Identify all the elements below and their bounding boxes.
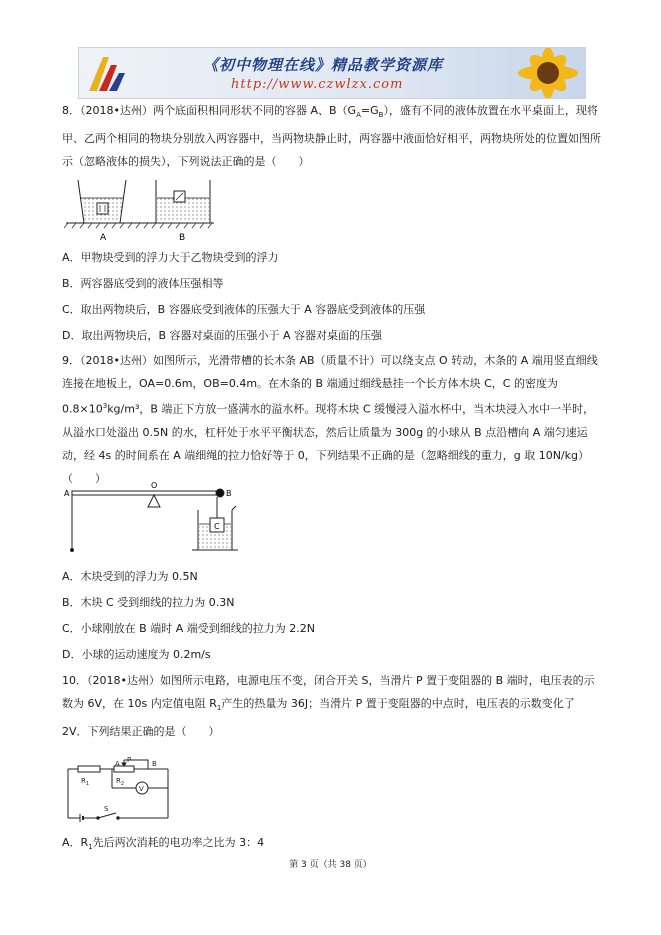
circuit-label-r1: R — [81, 777, 86, 785]
circuit-label-r2: R — [116, 777, 121, 785]
figure-9-label-b: B — [226, 489, 232, 498]
banner-title: 《初中物理在线》精品教学资源库 — [203, 56, 444, 74]
circuit-label-r2-sub: 2 — [120, 781, 125, 787]
svg-text:R1 — [81, 777, 89, 787]
q9-option-a: A．木块受到的浮力为 0.5N — [62, 570, 198, 583]
q9-option-b: B．木块 C 受到细线的拉力为 0.3N — [62, 596, 235, 609]
figure-8-label-a: A — [100, 233, 107, 243]
circuit-label-v: V — [139, 785, 144, 793]
question-8-stem: 8．（2018•达州）两个底面积相同形状不同的容器 A、$B(G_A=G_B)$，盛有不同的液体放置在水平桌面上，现将甲、乙两个相同的物块分别放入两容器中，当两物块静止时，两容器中液面恰好相平，两物块所处的位置如图所示（忽略液体的损失），下列说法正确的是（ ） — [62, 104, 601, 169]
svg-text:R2 — [116, 777, 124, 787]
page-footer: 第 3 页（共 38 页） — [289, 860, 372, 870]
sunflower-icon — [513, 47, 583, 99]
figure-9-label-c: C — [214, 522, 220, 531]
figure-9-label-a: A — [64, 489, 70, 498]
q8-option-a: A．甲物块受到的浮力大于乙物块受到的浮力 — [62, 251, 279, 264]
circuit-label-s: S — [104, 805, 109, 813]
q8-option-d: D．取出两物块后，B 容器对桌面的压强小于 A 容器对桌面的压强 — [62, 329, 383, 342]
circuit-label-r1-sub: 1 — [85, 781, 90, 787]
header-banner — [78, 47, 586, 99]
question-9-figure — [62, 482, 242, 554]
circuit-label-b: B — [152, 760, 157, 768]
question-10-circuit — [64, 756, 176, 828]
q8-option-b: B．两容器底受到的液体压强相等 — [62, 277, 224, 290]
question-8-figure — [64, 178, 234, 246]
logo-icon — [83, 51, 131, 95]
circuit-label-p: P — [127, 756, 132, 764]
circuit-label-a: A — [115, 760, 120, 768]
q9-option-c: C．小球刚放在 B 端时 A 端受到细线的拉力为 2.2N — [62, 622, 315, 635]
question-9-stem: 9．（2018•达州）如图所示，光滑带槽的长木条 AB（质量不计）可以绕支点 O 转动，木条的 A 端用竖直细线连接在地板上，OA=0.6m，OB=0.4m。在木条的 B 端通过细线悬挂一个长方体木块 C，C 的密度为 $0.8\times 10^3kg/m^3$，B 端正下方放一盛满水的溢水杯。现将木块 C 缓慢浸入溢水杯中，当木块浸入水中一半时，从溢水口处溢出 0.5N 的水，杠杆处于水平平衡状态，然后让质量为 300g 的小球从 B 点沿槽向 A 端匀速运动，经 4s 的时间系在 A 端细绳的拉力恰好等于 0，下列结果不正确的是（忽略细线的重力，g 取 10N/kg）（ ） — [62, 354, 598, 485]
question-10-stem: 10．（2018•达州）如图所示电路，电源电压不变，闭合开关 S，当滑片 P 置于变阻器的 B 端时，电压表的示数为 6V，在 10s 内定值电阻 $R_1$产生的热量为 36J；当滑片 P 置于变阻器的中点时，电压表的示数变化了 2V．下列结果正确的是（ ） — [62, 674, 595, 739]
figure-9-label-o: O — [151, 482, 158, 490]
q9-option-d: D．小球的运动速度为 0.2m/s — [62, 648, 211, 661]
figure-8-label-b: B — [179, 233, 186, 243]
banner-url[interactable]: http://www.czwlzx.com — [231, 77, 404, 92]
q8-option-c: C．取出两物块后，B 容器底受到液体的压强大于 A 容器底受到液体的压强 — [62, 303, 426, 316]
q10-option-a: A．$R_1$先后两次消耗的电功率之比为 3：4 — [62, 836, 265, 852]
